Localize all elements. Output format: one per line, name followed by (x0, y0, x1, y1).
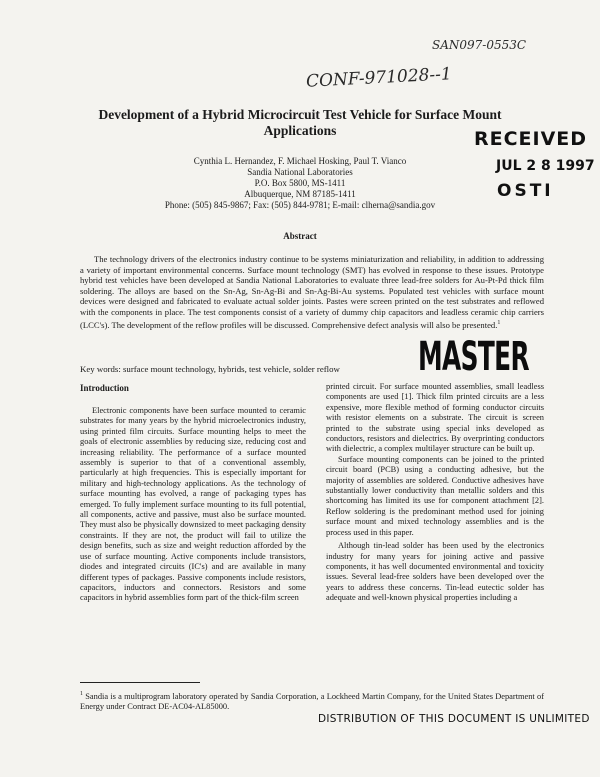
intro-paragraph-1: Electronic components have been surface mounted to ceramic substrates for many years by the hybrid microelectronics industry, using printed film circuits. Surface mounting helps to meet the goals of electronic assemblies by reducing size, reducing cost and increasing reliability. The performance of a surface mounted assembly is superior to that of a conventional assembly, particularly at high frequencies. This is especially important for military and high-technology applications. As the technology of surface mounting has evolved, a range of packaging types has emerged. To fully implement surface mounting to its full potential, all components, active and passive, must also be surface mounted. They must also be physically downsized to meet packaging density constraints. If they are not, the product will fail to utilize the design benefits, such as size and weight reduction afforded by the use of surface mounting. Active components include transistors, diodes and integrated circuits (IC's) and are available in many different types of packages. Passive components include resistors, capacitors, inductors and connectors. Resistors and some capacitors in hybrid assemblies form part of the thick-film screen (80, 406, 306, 603)
distribution-stamp: DISTRIBUTION OF THIS DOCUMENT IS UNLIMITED (318, 713, 590, 725)
keywords: Key words: surface mount technology, hybrids, test vehicle, solder reflow (80, 364, 340, 374)
abstract-body (80, 254, 544, 330)
paper-title-line2: Applications (263, 123, 337, 138)
right-column (326, 382, 544, 604)
abstract-text: The technology drivers of the electronics industry continue to be systems miniaturization and reliability, in addition to addressing a variety of important environmental concerns. Surface mount technology (SMT) has evolved in response to these issues. Prototype hybrid test vehicles have been developed at Sandia National Laboratories to evaluate three lead-free solders for Au-Pt-Pd thick film soldering. The alloys are based on the Sn-Ag, Sn-Ag-Bi and Sn-Ag-Bi-Au systems. Populated test vehicles with surface mount devices were designed and fabricated to evaluate actual solder joints. Pastes were screen printed on the test substrates and reflowed with the components in place. The test components consist of a variety of dummy chip capacitors and leadless ceramic chip carriers (LCC's). The development of the reflow profiles will be discussed. Comprehensive defect analysis will also be presented. (80, 254, 544, 330)
introduction-heading: Introduction (80, 383, 129, 393)
handwritten-report-number: SAN097-0553C (432, 38, 527, 52)
handwritten-conf-number: CONF-971028--1 (305, 64, 453, 92)
footnote-number: 1 (80, 691, 83, 697)
left-column (80, 406, 306, 604)
footnote (80, 689, 544, 713)
intro-paragraph-2: printed circuit. For surface mounted assemblies, small leadless components are used [1]. Thick film printed circuits are a less expensive, more flexible method of forming conductor circuits with resistor elements on a substrate. The circuit is screen printed to the substrate using special inks developed as conductors, resistors and dielectrics. By overprinting conductors with dielectric, a complex multilayer structure can be built up. (326, 382, 544, 454)
affiliation-line1: Sandia National Laboratories (247, 167, 353, 177)
received-stamp: RECEIVED (474, 128, 588, 150)
master-stamp: MASTER (418, 334, 529, 380)
footnote-rule (80, 682, 200, 683)
paper-title-line1: Development of a Hybrid Microcircuit Test Vehicle for Surface Mount (98, 107, 502, 122)
intro-paragraph-4: Although tin-lead solder has been used by the electronics industry for many years for joining active and passive components, it has well documented environmental and toxicity issues. Several lead-free solders have been developed over the years to address these concerns. Tin-lead eutectic solder has adequate and well-known physical properties including a (326, 541, 544, 603)
affiliation-line2: P.O. Box 5800, MS-1411 (254, 178, 346, 188)
affiliation-line3: Albuquerque, NM 87185-1411 (244, 189, 356, 199)
abstract-heading: Abstract (283, 231, 317, 241)
footnote-mark: 1 (497, 319, 501, 326)
received-date-stamp: JUL 2 8 1997 (496, 158, 595, 174)
paper-authors: Cynthia L. Hernandez, F. Michael Hosking, Paul T. Vianco (193, 156, 407, 166)
contact-line: Phone: (505) 845-9867; Fax: (505) 844-9781; E-mail: clherna@sandia.gov (164, 200, 436, 210)
intro-paragraph-3: Surface mounting components can be joined to the printed circuit board (PCB) using a conducting adhesive, but the majority of assemblies are soldered. Conductive adhesives have substantially lower conductivity than metallic solders and this shortcoming has limited its use for component attachment [2]. Reflow soldering is the predominant method used for joining surface mount and mixed technology assemblies and is the process used in this paper. (326, 454, 544, 537)
footnote-text: Sandia is a multiprogram laboratory operated by Sandia Corporation, a Lockheed Martin Company, for the United States Department of Energy under Contract DE-AC04-AL85000. (80, 691, 544, 712)
osti-stamp: OSTI (497, 181, 554, 201)
